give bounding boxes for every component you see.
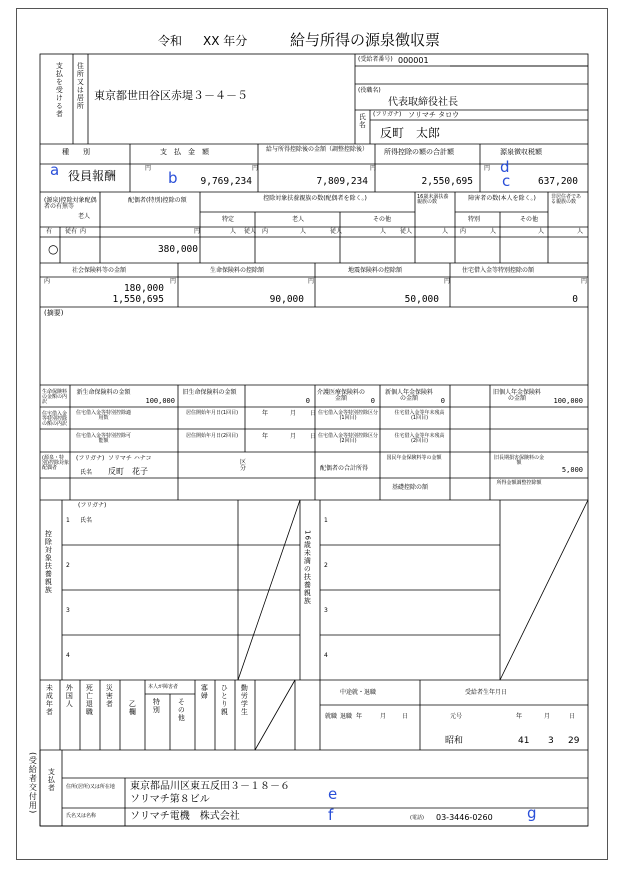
family-row-number: 4 [324,652,328,659]
juunin-unit: 従人 [400,228,413,235]
juunin-unit: 従人 [330,228,343,235]
balance2-label: 住宅借入金等年末残高(2回目) [394,433,445,444]
deduction-total-label: 所得控除の額の合計額 [384,148,454,156]
category2-label: 住宅借入金等特別控除区分(2回目) [318,433,379,444]
recipient-kana: ソリマチ タロウ [408,111,460,119]
inner-label: 内 [262,228,269,235]
year-unit: 年 [262,433,269,440]
family-row-number: 4 [66,652,70,659]
life-insurance-label: 生命保険料の控除額 [210,267,265,274]
old-person-label: 老人 [78,213,91,220]
old-pension-label: 旧個人年金保険料の金額 [492,389,541,402]
withholding-label: 源泉徴収税額 [500,148,542,156]
housing-possible-label: 住宅借入金等特別控除可能額 [76,433,132,444]
care-insurance-label: 介護医療保険料の金額 [316,389,365,402]
status-disabled: 本人が障害者 [148,684,179,690]
spouse-deduction-amount: 380,000 [157,244,198,255]
payment-amount: 9,769,234 [200,176,252,187]
family-row-number: 1 [66,517,70,524]
spouse-kana: ソリマチ ハナコ [108,455,152,462]
spouse-name-label: 氏名 [80,469,93,476]
yen-unit: 円 [170,278,177,285]
person-unit: 人 [490,228,497,235]
yen-unit: 円 [444,278,451,285]
year-unit: 年 [516,713,523,720]
old2-label: 老人 [292,216,305,223]
marker-e: e [328,785,338,803]
under16-count-label: 16歳未満扶養親族の数 [417,194,449,205]
adjust-deduction-label: 所得金額調整控除額 [496,480,542,486]
kana-label: (フリガナ) [373,111,402,118]
marker-g: g [527,804,537,822]
payer-address-line2: ソリマチ第８ビル [130,794,210,805]
after-deduction-amount: 7,809,234 [316,176,368,187]
day-unit: 日 [402,713,409,720]
person-unit: 人 [577,228,584,235]
recipient-name: 反町 太郎 [380,126,441,140]
start-date1-label: 居住開始年月日(1回目) [185,410,239,416]
disabled-count-label: 障害者の数(本人を除く。) [468,195,536,202]
housing-breakdown-label: 住宅借入金等特別控除の額の内訳 [42,411,68,427]
pension-premium-label: 国民年金保険料等の金額 [386,455,442,461]
housing-loan-label: 住宅借入金等特別控除の額 [462,267,535,274]
birth-era: 昭和 [445,736,464,746]
juu-have-label: 従有 [65,228,78,235]
status-disaster: 災害者 [105,684,114,708]
old-pension-amount: 100,000 [553,397,583,405]
spouse-deduction-label: 配偶者(特別)控除の額 [128,197,187,204]
specific-label: 特定 [222,216,235,223]
basic-deduction-amount: 5,000 [561,466,583,474]
other-label: その他 [373,216,392,223]
payer-name-label: 氏名又は名称 [66,813,97,819]
deduction-total-amount: 2,550,695 [421,176,473,187]
phone-label: (電話) [410,815,424,821]
status-widow: 寡婦 [200,684,209,700]
housing-loan-amount: 0 [572,294,578,305]
family-kana-label: (フリガナ) [78,502,107,509]
start-date2-label: 居住開始年月日(2回目) [185,433,239,439]
status-other: その他 [177,698,186,722]
dependent-family-label: 控除対象扶養親族 [44,530,53,594]
recipient-birth-label: 受給者生年月日 [465,689,508,696]
status-special: 特別 [152,698,161,714]
old-life-amount: 0 [305,397,310,405]
family-row-number: 1 [324,517,328,524]
address-label: 住所又は居所 [76,62,85,110]
after-deduction-label: 給与所得控除後の金額（調整控除後） [266,146,369,153]
status-minor: 未成年者 [45,684,54,716]
family-row-number: 2 [66,562,70,569]
life-breakdown-label: 生命保険料の金額の内訳 [42,389,68,405]
family-row-number: 3 [324,607,328,614]
yen-unit: 円 [370,165,377,172]
person-unit: 人 [380,228,387,235]
person-unit: 人 [538,228,545,235]
recipient-label: 支払を受ける者 [55,62,64,118]
retire-label: 退職 [340,713,353,720]
title-year: XX 年分 [203,34,248,48]
marker-b: b [168,169,178,187]
job-label: 就職 [325,713,338,720]
quake-insurance-label: 地震保険料の控除額 [348,267,403,274]
marker-a: a [50,161,60,179]
receiver-number: 000001 [398,56,429,65]
payer-name: ソリマチ電機 株式会社 [130,811,240,822]
have-label: 有 [46,228,53,235]
month-unit: 月 [380,713,387,720]
person-unit: 人 [442,228,449,235]
status-otsu: 乙欄 [128,700,137,716]
basic-deduction-label: 基礎控除の額 [392,484,429,491]
nonresident-label: 非居住者である親族の数 [551,194,582,205]
new-life-label: 新生命保険料の金額 [76,389,131,396]
spouse-mark: ○ [48,242,59,256]
spouse-income-label: 配偶者の合計所得 [320,465,369,472]
spouse-name: 反町 花子 [108,467,148,476]
new-pension-amount: 0 [440,397,445,405]
spouse-presence-label: (源泉)控除対象配偶者の有無等 [44,197,97,210]
title-era: 令和 [158,34,183,48]
yen-unit: 円 [252,165,259,172]
name-label: 氏名 [358,113,367,129]
category1-label: 住宅借入金等特別控除区分(1回目) [318,410,379,421]
remarks-label: (摘要) [44,309,64,317]
day-unit: 日 [310,433,317,440]
payer-address-line1: 東京都品川区東五反田３－１８－６ [130,781,290,792]
new-pension-label: 新個人年金保険料の金額 [384,389,433,402]
yen-unit: 円 [581,278,588,285]
era-label: 元号 [450,713,463,720]
year-unit: 年 [356,713,363,720]
housing-count-label: 住宅借入金等特別控除適用数 [76,410,132,421]
social-insurance-inner-amount: 180,000 [123,283,164,294]
quake-insurance-amount: 50,000 [404,294,439,305]
yen-unit: 円 [145,165,152,172]
birth-year: 41 [518,736,530,746]
withholding-amount: 637,200 [537,176,578,187]
balance1-label: 住宅借入金等年末残高(1回目) [394,410,445,421]
special-label: 特別 [468,216,481,223]
status-death: 死亡退職 [85,684,94,716]
family-row-number: 3 [66,607,70,614]
day-unit: 日 [310,410,317,417]
marker-f: f [328,806,334,824]
birth-month: 3 [548,736,554,746]
payment-label: 支 払 金 額 [160,148,209,156]
inner-label: 内 [44,278,51,285]
dependent-count-label: 控除対象扶養親族の数(配偶者を除く。) [263,195,367,202]
life-insurance-amount: 90,000 [269,294,304,305]
receiver-number-label: (受給者番号) [358,56,393,63]
yen-unit: 円 [194,228,201,235]
family-name-label: 氏名 [80,517,93,524]
day-unit: 日 [569,713,576,720]
social-insurance-label: 社会保険料等の金額 [72,267,127,274]
inner-label: 内 [80,228,87,235]
status-foreigner: 外国人 [65,684,74,708]
new-life-amount: 100,000 [145,397,175,405]
kubun-label: 区分 [240,459,247,472]
spouse-section-label: (源泉・特別)控除対象配偶者 [42,455,69,471]
family-row-number: 2 [324,562,328,569]
month-unit: 月 [544,713,551,720]
inner-label: 内 [460,228,467,235]
under16-family-label: 16歳未満の扶養親族 [303,530,312,605]
income-type: 役員報酬 [68,169,117,183]
marker-c: c [502,172,511,190]
marker-d: d [500,158,510,176]
birth-day: 29 [568,736,580,746]
yen-unit: 円 [308,278,315,285]
status-student: 勤労学生 [240,684,249,716]
payer-address-label: 住所(居所)又は所在地 [66,784,115,790]
position-value: 代表取締役社長 [388,97,458,108]
juunin-unit: 従人 [244,228,257,235]
spouse-kana-label: (フリガナ) [76,455,105,462]
care-insurance-amount: 0 [370,397,375,405]
person-unit: 人 [300,228,307,235]
month-unit: 月 [290,410,297,417]
payer-label: 支払者 [47,768,56,792]
year-unit: 年 [262,410,269,417]
recipient-address: 東京都世田谷区赤堤３－４－５ [94,89,248,102]
status-single-parent: ひとり親 [220,684,229,716]
position-label: (役職名) [358,87,381,94]
page-title: 給与所得の源泉徴収票 [290,31,441,49]
type-label: 種 別 [62,148,90,156]
old-life-label: 旧生命保険料の金額 [182,389,237,396]
social-insurance-amount: 1,550,695 [112,294,164,305]
recipient-copy-label: (受給者交付用) [28,752,38,815]
payer-phone: 03-3446-0260 [436,813,493,822]
old-pension-premium-label: 旧長期損害保険料の金額 [494,455,545,466]
yen-unit: 円 [484,165,491,172]
other2-label: その他 [520,216,539,223]
mid-job-label: 中途就・退職 [340,689,377,696]
month-unit: 月 [290,433,297,440]
person-unit: 人 [230,228,237,235]
